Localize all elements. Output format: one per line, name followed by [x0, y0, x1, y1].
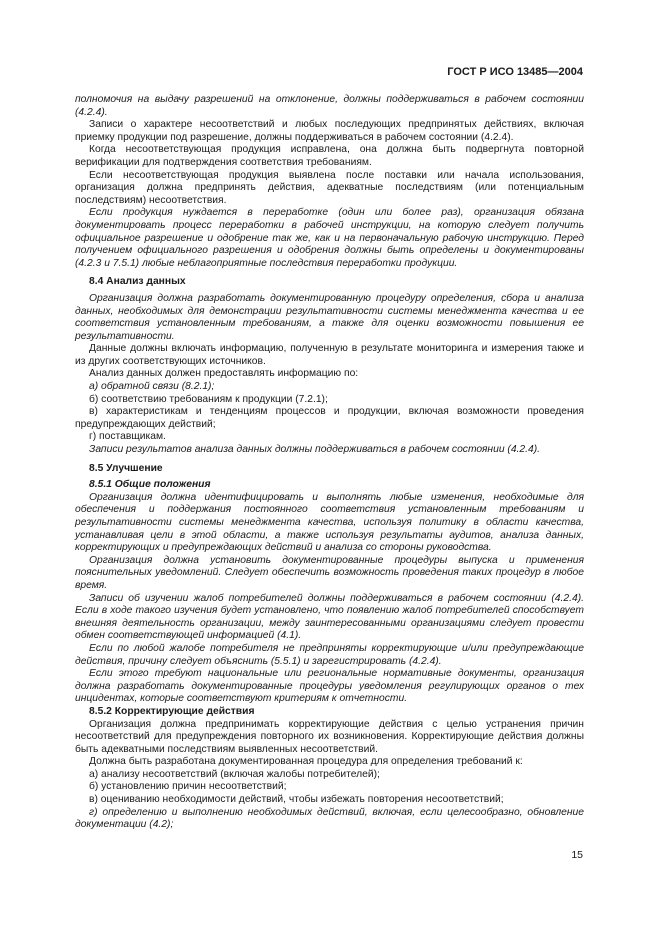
- paragraph: Должна быть разработана документированная процедура для определения требований к:: [89, 756, 523, 768]
- paragraph: Данные должны включать информацию, полученную в результате мониторинга и измерения также и из других соответствующих источников.: [75, 343, 584, 367]
- page-number: 15: [571, 849, 583, 861]
- subsection-heading-8-5-1: 8.5.1 Общие положения: [89, 479, 211, 491]
- standard-header: ГОСТ Р ИСО 13485—2004: [447, 66, 583, 78]
- list-item: б) установлению причин несоответствий;: [89, 781, 287, 793]
- paragraph: Когда несоответствующая продукция исправлена, она должна быть подвергнута повторной верификации для подтверждения соответствия требованиям.: [75, 144, 584, 168]
- paragraph: Если несоответствующая продукция выявлена после поставки или начала использования, организация должна предпринять действия, адекватные последствиям (или потенциальным последствиям) несоответствия.: [75, 169, 584, 206]
- list-item: а) анализу несоответствий (включая жалобы потребителей);: [89, 768, 380, 780]
- subsection-heading-8-5-2: 8.5.2 Корректирующие действия: [89, 705, 255, 717]
- paragraph: Анализ данных должен предоставлять информацию по:: [89, 368, 359, 380]
- section-heading-8-4: 8.4 Анализ данных: [89, 276, 186, 288]
- paragraph: Записи результатов анализа данных должны поддерживаться в рабочем состоянии (4.2.4).: [89, 444, 541, 456]
- paragraph: Организация должна идентифицировать и выполнять любые изменения, необходимые для обеспечения и поддержания постоянного соответствия установленным требованиям и результативности системы менеджмента качества, используя политику в области качества, устанавливая цели в этой области, а также используя результаты аудитов, анализа данных, корректирующих и предупреждающих действий и анализа со стороны руководства.: [75, 491, 584, 554]
- section-heading-8-5: 8.5 Улучшение: [89, 462, 163, 474]
- paragraph: Если этого требуют национальные или региональные нормативные документы, организация должна разработать документированные процедуры уведомления регулирующих органов о тех инцидентах, которые соответствуют критериям к отчетности.: [75, 668, 584, 705]
- paragraph: Записи о характере несоответствий и любых последующих предпринятых действиях, включая приемку продукции под разрешение, должны поддерживаться в рабочем состоянии (4.2.4).: [75, 119, 584, 143]
- paragraph: Организация должна разработать документированную процедуру определения, сбора и анализа данных, необходимых для демонстрации результативности системы менеджмента качества и ее соответствия установленным требованиям, а также для оценки возможности повышения ее результативности.: [75, 292, 584, 342]
- list-item: г) определению и выполнению необходимых действий, включая, если целесообразно, обновление документации (4.2);: [75, 806, 584, 831]
- list-item: в) характеристикам и тенденциям процессов и продукции, включая возможности проведения предупреждающих действий;: [75, 406, 584, 430]
- paragraph: Организация должна предпринимать корректирующие действия с целью устранения причин несоответствий для предупреждения повторного их возникновения. Корректирующие действия должны быть адекватными последствиям выявленных несоответствий.: [75, 718, 584, 755]
- document-body: [75, 94, 584, 832]
- list-item: г) поставщикам.: [89, 431, 166, 443]
- paragraph: Если по любой жалобе потребителя не предприняты корректирующие и/или предупреждающие действия, причину следует объяснить (5.5.1) и зарегистрировать (4.2.4).: [75, 642, 584, 667]
- list-item: в) оцениванию необходимости действий, чтобы избежать повторения несоответствий;: [89, 794, 504, 806]
- list-item: а) обратной связи (8.2.1);: [89, 381, 215, 393]
- paragraph: Организация должна установить документированные процедуры выпуска и применения пояснительных уведомлений. Следует обеспечить возможность проведения таких процедур в любое время.: [75, 554, 584, 591]
- paragraph: Если продукция нуждается в переработке (один или более раз), организация обязана документировать процесс переработки в рабочей инструкции, на которую следует получить официальное разрешение и одобрение так же, как и на первоначальную рабочую инструкцию. Перед получением официального разрешения и одобрения должны быть определены и документированы (4.2.3 и 7.5.1) любые неблагоприятные последствия переработки продукции.: [75, 207, 584, 269]
- paragraph: Записи об изучении жалоб потребителей должны поддерживаться в рабочем состоянии (4.2.4). Если в ходе такого изучения будет установлено, что появлению жалоб потребителей способствует внешняя деятельность организации, между заинтересованными организациями следует провести обмен соответствующей информацией (4.1).: [75, 592, 584, 642]
- paragraph: полномочия на выдачу разрешений на отклонение, должны поддерживаться в рабочем состоянии (4.2.4).: [75, 94, 584, 118]
- list-item: б) соответствию требованиям к продукции (7.2.1);: [89, 393, 328, 405]
